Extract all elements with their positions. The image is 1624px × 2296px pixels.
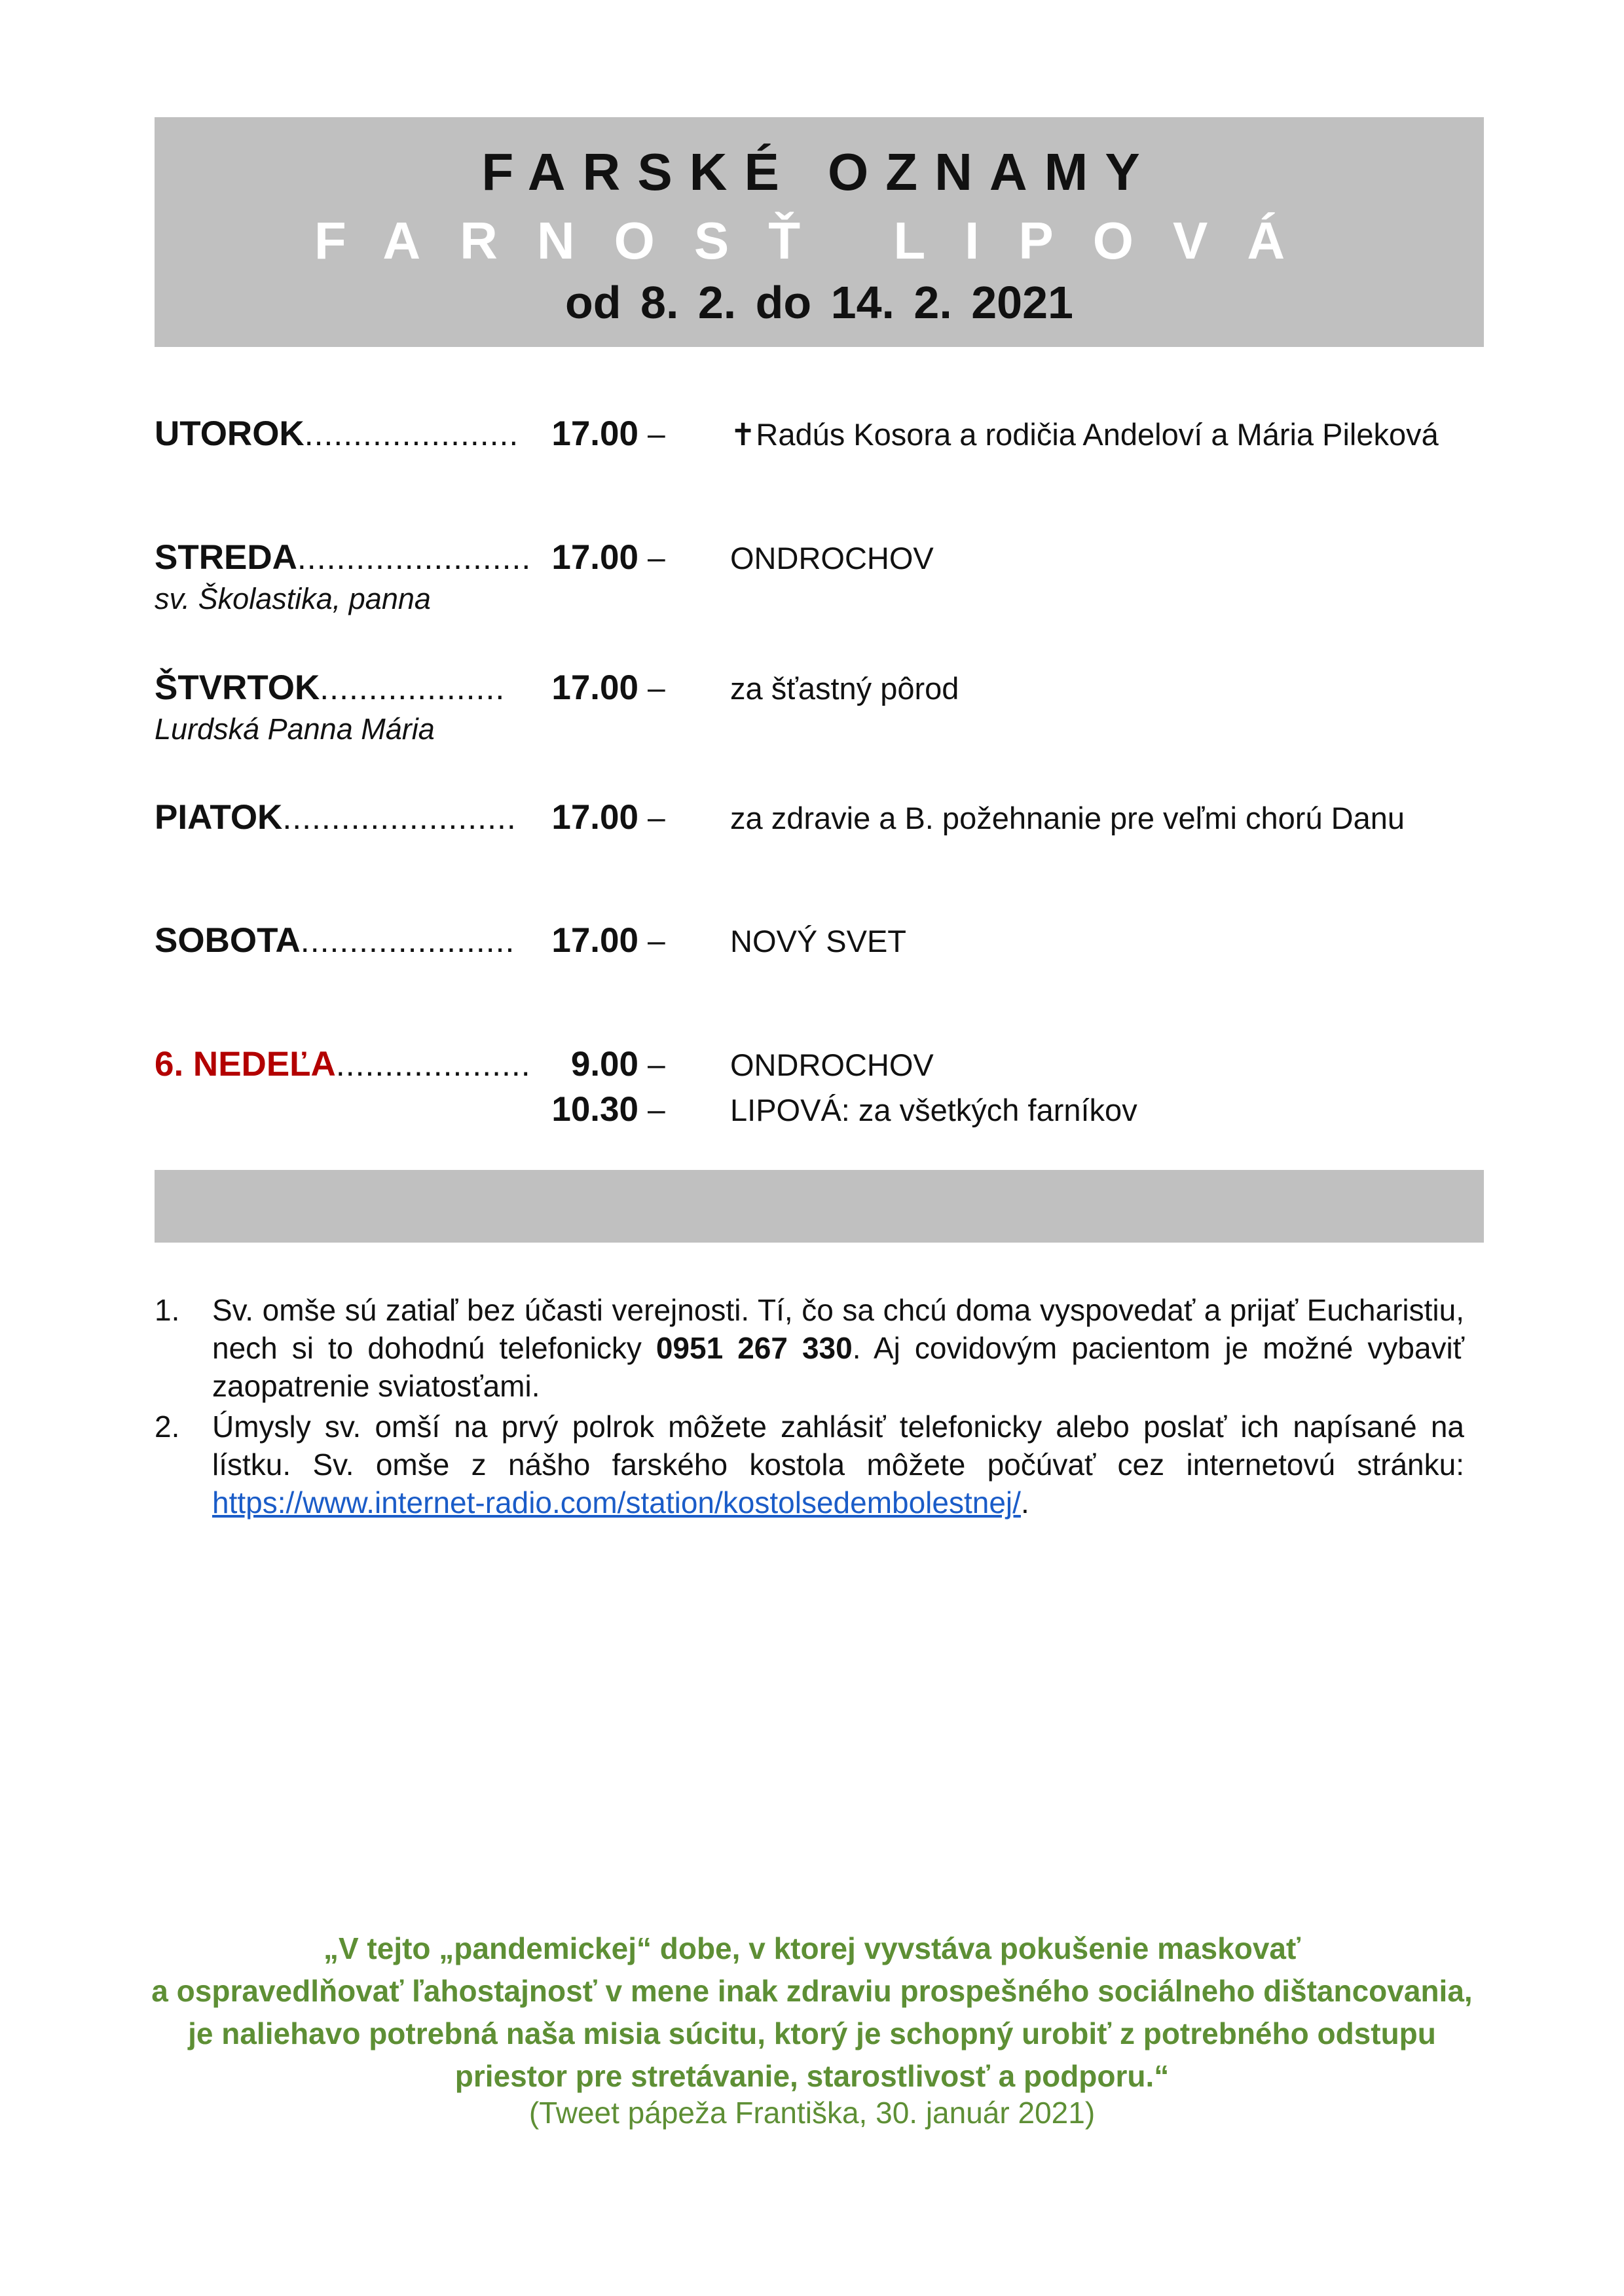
dash: – [648,801,665,835]
mass-intention: za zdravie a B. požehnanie pre veľmi chorú Danu [730,801,1405,835]
dash: – [648,541,665,575]
mass-time: 17.00 [551,921,638,960]
dash: – [648,1093,665,1127]
mass-intention: ONDROCHOV [730,541,934,575]
day-label: PIATOK........................ [155,798,517,837]
parish-name: FARNOSŤ LIPOVÁ [314,211,1325,270]
list-item: 1. Sv. omše sú zatiaľ bez účasti verejnosti. Tí, čo sa chcú doma vyspovedať a prijať Eucharistiu, nech si to dohodnú telefonicky 0951 267 330. Aj covidovým pacientom je možné vybaviť zaopatrenie sviatosťami. [155,1291,1464,1405]
mass-time: 17.00 [551,798,638,837]
mass-intention: za šťastný pôrod [730,671,959,706]
feast-name: sv. Školastika, panna [155,582,431,615]
feast-name: Lurdská Panna Mária [155,712,435,746]
pope-quote: „V tejto „pandemickej“ dobe, v ktorej vyvstáva pokušenie maskovať a ospravedlňovať ľahostajnosť v mene inak zdraviu prospešného sociálneho dištancovania, je naliehavo potrebná naša misia súcitu, ktorý je schopný urobiť z potrebného odstupu priestor pre stretávanie, starostlivosť a podporu.“ [151,1931,1473,2093]
date-range: od 8. 2. do 14. 2. 2021 [565,277,1073,328]
dash: – [648,924,665,958]
dash: – [648,671,665,706]
day-label: STREDA........................ [155,538,532,577]
list-number: 2. [155,1410,180,1444]
radio-link[interactable]: https://www.internet-radio.com/station/kostolsedembolestnej/ [212,1485,1021,1520]
mass-intention: NOVÝ SVET [730,924,907,958]
list-number: 1. [155,1293,180,1327]
separator-bar [155,1170,1484,1243]
dash: – [648,1048,665,1082]
mass-intention: ONDROCHOV [730,1048,934,1082]
mass-time: 17.00 [551,414,638,453]
day-label: 6. NEDEĽA.................... [155,1045,531,1084]
mass-time: 9.00 [570,1045,638,1084]
mass-intention: ✝Radús Kosora a rodičia Andeloví a Mária Pileková [730,417,1439,452]
day-label: SOBOTA...................... [155,921,515,960]
list-item: 2. Úmysly sv. omší na prvý polrok môžete zahlásiť telefonicky alebo poslať ich napísané na lístku. Sv. omše z nášho farského kostola môžete počúvať cez internetovú stránku: https://www.internet-radio.com/station/kostolsedembolestnej/. [155,1408,1464,1522]
header-box [155,117,1484,347]
day-label: ŠTVRTOK................... [155,668,506,707]
notes-list [155,1291,1464,1522]
announcements-title: FARSKÉ OZNAMY [481,143,1157,201]
mass-time: 10.30 [551,1090,638,1129]
phone-number: 0951 267 330 [655,1331,853,1365]
mass-time: 17.00 [551,668,638,707]
day-label: UTOROK...................... [155,414,519,453]
dash: – [648,417,665,452]
mass-time: 17.00 [551,538,638,577]
mass-intention: LIPOVÁ: za všetkých farníkov [730,1093,1137,1127]
quote-source: (Tweet pápeža Františka, 30. január 2021) [528,2096,1096,2130]
